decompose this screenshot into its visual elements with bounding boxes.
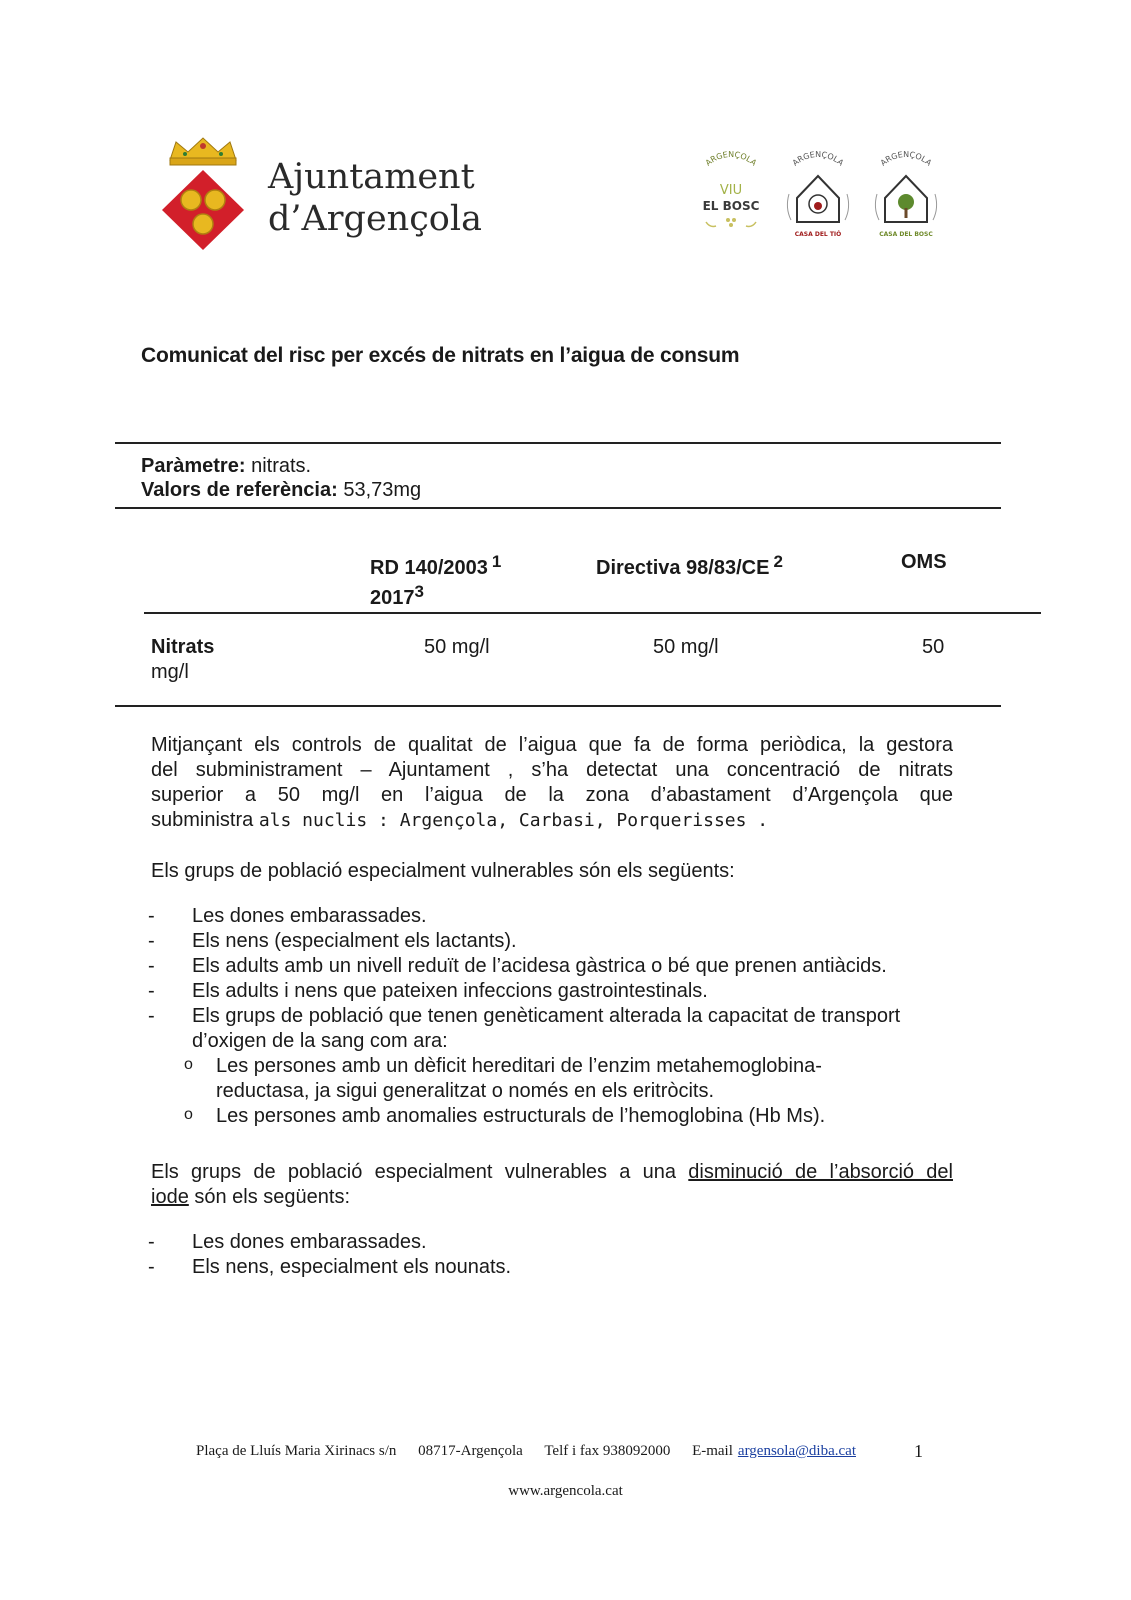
rd-label: RD 140/2003 <box>370 557 488 579</box>
badge-viu-el-bosc-logo <box>688 150 774 246</box>
paragraph-iodine-groups <box>151 1160 953 1210</box>
badge-1-main-line1: VIU <box>719 183 743 198</box>
dash-bullet: - <box>148 905 155 927</box>
circle-bullet: o <box>184 1056 193 1073</box>
table-header-rd-year <box>370 579 424 611</box>
svg-text:ARGENÇOLA <box>879 150 934 168</box>
footer-contact <box>196 1443 874 1460</box>
sub-list-item-text: Les persones amb anomalies estructurals de l’hemoglobina (Hb Ms). <box>216 1105 826 1127</box>
parameter-line <box>141 454 311 478</box>
badge-2-bottom-text: CASA DEL TIÓ <box>794 231 842 238</box>
row-unit: mg/l <box>151 661 189 683</box>
list-item <box>148 904 900 929</box>
badge-3-bottom-text: CASA DEL BOSC <box>879 231 933 238</box>
table-header-rd <box>370 549 501 581</box>
reference-label: Valors de referència: <box>141 479 338 501</box>
svg-text:ARGENÇOLA <box>704 150 759 168</box>
rd-footnote-mark: 1 <box>491 552 502 571</box>
p1-line2: del subministrament – Ajuntament , s’ha detectat una concentració de nitrats <box>151 759 953 781</box>
list-item <box>148 979 900 1004</box>
p3-line2-end: són els següents: <box>188 1186 351 1208</box>
reference-value: 53,73mg <box>337 479 422 501</box>
iodine-groups-list <box>148 1230 511 1280</box>
sub-list-item <box>148 1054 900 1079</box>
dash-bullet: - <box>148 980 155 1002</box>
list-item <box>148 1230 511 1255</box>
footer-phone: Telf i fax 938092000 <box>544 1443 671 1459</box>
value-rd: 50 mg/l <box>424 636 490 658</box>
svg-text:ARGENÇOLA <box>791 150 846 168</box>
directive-label: Directiva 98/83/CE <box>596 557 770 579</box>
list-item-text: d’oxigen de la sang com ara: <box>192 1030 448 1052</box>
sub-list-item-continuation <box>148 1079 900 1104</box>
footer-address: Plaça de Lluís Maria Xirinacs s/n <box>196 1443 397 1459</box>
footer-email-label: E-mail <box>692 1443 733 1459</box>
table-header-oms: OMS <box>901 551 947 573</box>
list-item-continuation <box>148 1029 900 1054</box>
dash-bullet: - <box>148 930 155 952</box>
reference-line <box>141 478 421 502</box>
sub-list-item-text: Les persones amb un dèficit hereditari de l’enzim metahemoglobina- <box>216 1055 822 1077</box>
parameter-label: Paràmetre: <box>141 455 246 477</box>
badge-1-top-text: ARGENÇOLA <box>703 150 759 168</box>
rule-top <box>115 442 1001 444</box>
list-item-text: Els adults amb un nivell reduït de l’acidesa gàstrica o bé que prenen antiàcids. <box>192 955 887 977</box>
list-item <box>148 954 900 979</box>
footer-website[interactable]: www.argencola.cat <box>508 1483 623 1499</box>
footer-email-link[interactable]: argensola@diba.cat <box>737 1443 856 1459</box>
list-item-text: Els nens, especialment els nounats. <box>192 1256 512 1278</box>
p1-line4-nuclis: als nuclis : Argençola, Carbasi, Porquerisses . <box>258 810 769 831</box>
rd-year: 2017 <box>370 587 415 609</box>
directive-footnote-mark: 2 <box>773 552 783 571</box>
badge-2-top-text: ARGENÇOLA <box>790 150 846 168</box>
list-item-text: Els grups de població que tenen genèticament alterada la capacitat de transport <box>192 1005 901 1027</box>
p3-line1 <box>151 1160 953 1185</box>
p3-line1-start: Els grups de població especialment vulnerables a una <box>151 1161 689 1183</box>
org-name-line1: Ajuntament <box>268 157 475 197</box>
page-number: 1 <box>914 1441 923 1461</box>
document-title: Comunicat del risc per excés de nitrats en l’aigua de consum <box>141 344 740 367</box>
p3-line2 <box>151 1185 953 1210</box>
dash-bullet: - <box>148 955 155 977</box>
organization-name <box>268 156 482 240</box>
list-item <box>148 1255 511 1280</box>
row-label-nitrats: Nitrats <box>151 636 215 658</box>
list-item <box>148 1004 900 1029</box>
p1-line3: superior a 50 mg/l en l’aigua de la zona d’abastament d’Argençola que <box>151 784 953 806</box>
footer-postal: 08717-Argençola <box>418 1443 523 1459</box>
p3-underlined-iode: iode <box>151 1186 189 1208</box>
paragraph-detection <box>151 733 953 833</box>
rule-after-parameter <box>115 507 1001 509</box>
p1-line4 <box>151 808 953 833</box>
rule-table-bottom <box>115 705 1001 707</box>
badge-3-top-text: ARGENÇOLA <box>878 150 934 168</box>
value-oms: 50 <box>922 636 945 658</box>
dash-bullet: - <box>148 1256 155 1278</box>
list-item <box>148 929 900 954</box>
dash-bullet: - <box>148 1005 155 1027</box>
rd-year-footnote-mark: 3 <box>414 582 424 601</box>
list-item-text: Els adults i nens que pateixen infeccions gastrointestinals. <box>192 980 708 1002</box>
vulnerable-groups-list <box>148 904 900 1129</box>
sub-list-item-text: reductasa, ja sigui generalitzat o només en els eritròcits. <box>216 1080 715 1102</box>
badge-1-main-line2: EL BOSC <box>702 199 760 213</box>
p1-line4-start: subministra <box>151 809 259 831</box>
parameter-value: nitrats. <box>245 455 312 477</box>
p1-line1: Mitjançant els controls de qualitat de l’aigua que fa de forma periòdica, la gestora <box>151 734 953 756</box>
list-item-text: Els nens (especialment els lactants). <box>192 930 517 952</box>
table-header-directive <box>596 549 783 581</box>
value-directive: 50 mg/l <box>653 636 719 658</box>
org-name-line2: d’Argençola <box>268 199 482 239</box>
rule-table-header <box>144 612 1041 614</box>
badge-casa-del-tio-logo <box>775 150 861 246</box>
municipal-crest-logo <box>160 134 246 252</box>
dash-bullet: - <box>148 1231 155 1253</box>
circle-bullet: o <box>184 1106 193 1123</box>
list-item-text: Les dones embarassades. <box>192 1231 427 1253</box>
list-item-text: Les dones embarassades. <box>192 905 427 927</box>
badge-casa-del-bosc-logo <box>863 150 949 246</box>
sub-list-item <box>148 1104 900 1129</box>
paragraph-vulnerable-groups: Els grups de població especialment vulnerables són els següents: <box>151 860 735 882</box>
p3-underlined-text: disminució de l’absorció del <box>688 1161 953 1183</box>
